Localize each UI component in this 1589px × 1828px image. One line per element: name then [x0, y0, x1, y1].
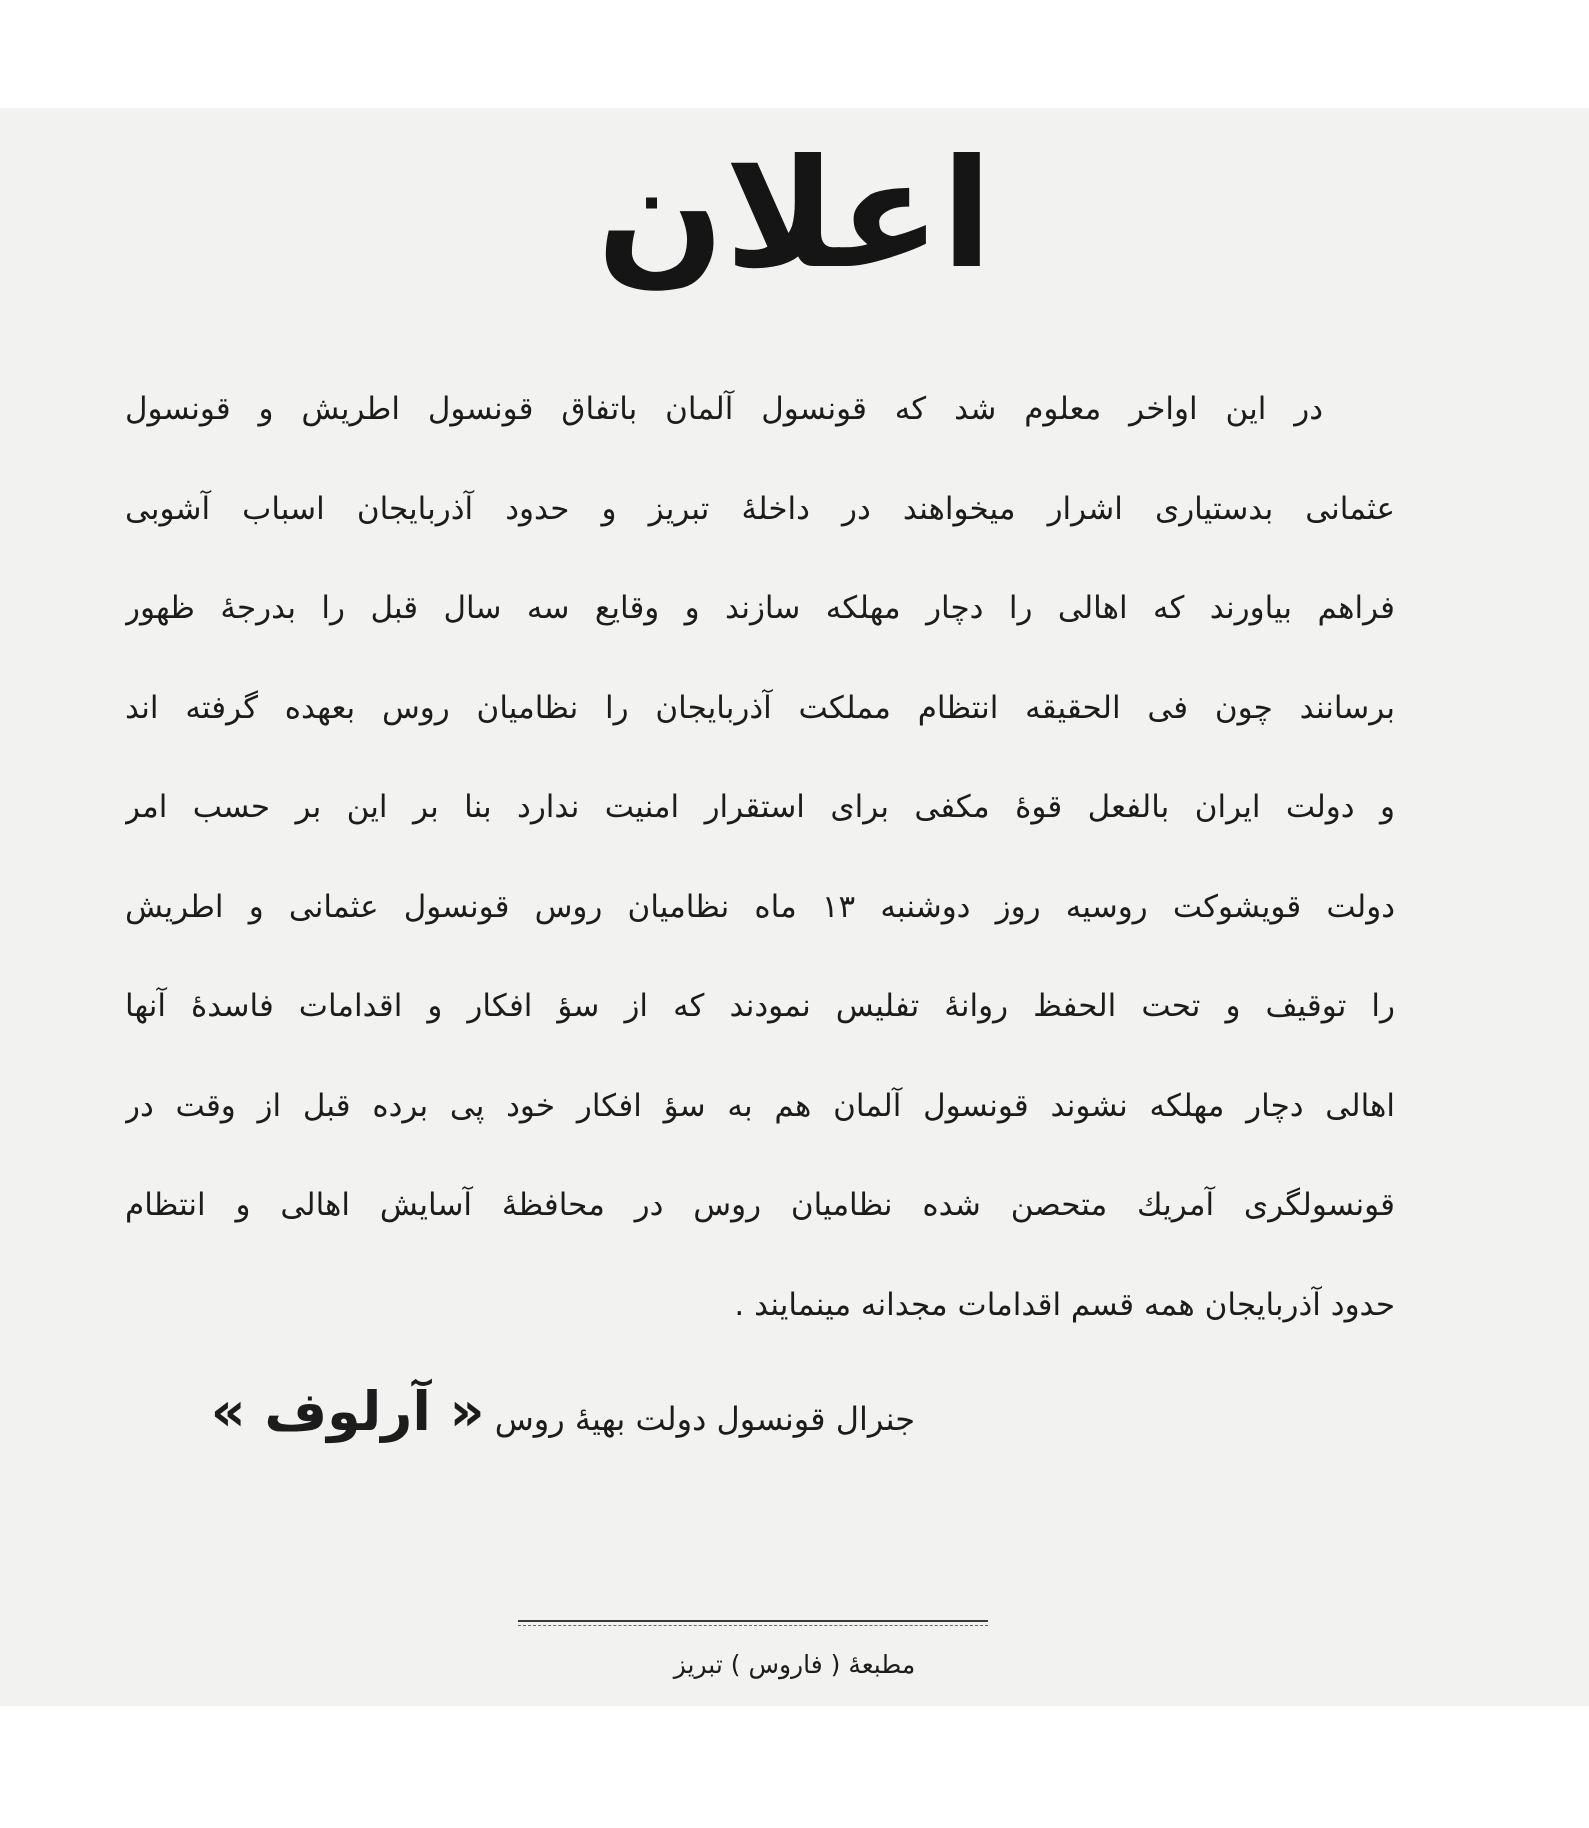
- signature-title: جنرال قونسول دولت بهیهٔ روس: [494, 1400, 915, 1438]
- body-line-2: عثمانی بدستیاری اشرار میخواهند در داخلهٔ تبریز و حدود آذربایجان اسباب آشوبی: [125, 490, 1395, 527]
- footer-divider: [518, 1620, 988, 1622]
- notice-title: اعلان: [596, 128, 993, 302]
- body-line-6: دولت قویشوکت روسیه روز دوشنبه ۱۳ ماه نظامیان روس قونسول عثمانی و اطریش: [125, 888, 1395, 925]
- body-line-3: فراهم بیاورند که اهالی را دچار مهلکه سازند و وقایع سه سال قبل را بدرجهٔ ظهور: [125, 590, 1395, 626]
- body-line-4: برسانند چون فی الحقیقه انتظام مملکت آذربایجان را نظامیان روس بعهده گرفته اند: [125, 689, 1395, 726]
- body-line-10: حدود آذربایجان همه قسم اقدامات مجدانه مینمایند .: [734, 1286, 1395, 1323]
- body-line-9: قونسولگری آمریك متحصن شده نظامیان روس در محافظهٔ آسایش اهالی و انتظام: [125, 1187, 1395, 1223]
- notice-body: [125, 360, 1395, 1355]
- body-line-1: در این اواخر معلوم شد که قونسول آلمان باتفاق قونسول اطریش و قونسول: [125, 391, 1323, 427]
- body-line-8: اهالی دچار مهلکه نشوند قونسول آلمان هم به سؤ افکار خود پی برده قبل از وقت در: [125, 1087, 1395, 1124]
- signature: [0, 1380, 915, 1443]
- printer-imprint: مطبعهٔ ( فاروس ) تبریز: [673, 1650, 916, 1679]
- body-line-7: را توقیف و تحت الحفظ روانهٔ تفلیس نمودند که از سؤ افکار و اقدامات فاسدهٔ آنها: [125, 988, 1395, 1024]
- body-line-5: و دولت ایران بالفعل قوهٔ مکفی برای استقرار امنیت ندارد بنا بر این بر حسب امر: [125, 789, 1395, 825]
- signature-name: « آرلوف »: [210, 1380, 485, 1443]
- footer-divider-wavy: [518, 1625, 988, 1626]
